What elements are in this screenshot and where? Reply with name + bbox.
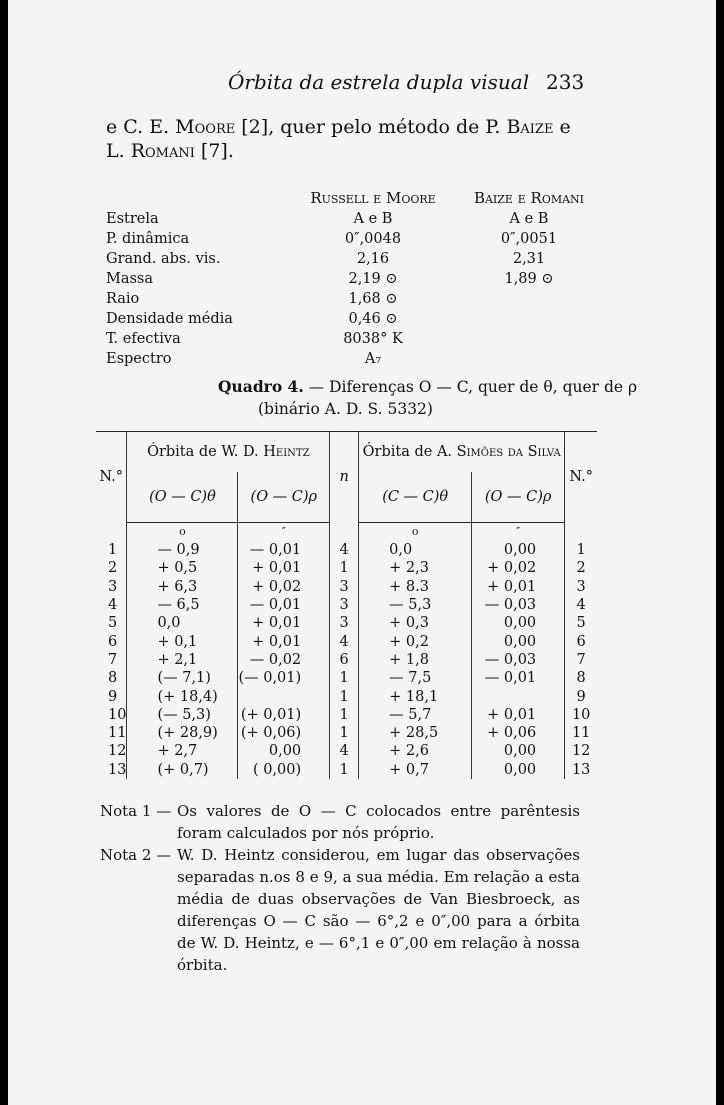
property-label: Raio	[106, 291, 140, 307]
property-v1: 2,16	[356, 251, 390, 267]
cell-h_t: — 0,9	[127, 541, 238, 559]
cell-s_r: 0,00	[472, 761, 565, 779]
property-row	[106, 349, 606, 369]
cell-n: 3	[330, 614, 359, 632]
cell-s_r: + 0,06	[472, 724, 565, 742]
cell-no: 4	[96, 596, 127, 614]
cell-s_t: + 0,7	[359, 761, 472, 779]
running-title: Órbita da estrela dupla visual	[228, 70, 530, 94]
cell-h_t: + 0,5	[127, 559, 238, 577]
cell-no: 13	[571, 761, 591, 778]
cell-no: 6	[96, 632, 127, 650]
unit-degrees-right: o	[359, 523, 472, 542]
cell-s_t: + 2,3	[359, 559, 472, 577]
cell-h_t: — 6,5	[127, 596, 238, 614]
cell-s_t: + 0,3	[359, 614, 472, 632]
property-label: Densidade média	[106, 311, 233, 327]
cell-n: 3	[330, 578, 359, 596]
property-v2: A e B	[509, 211, 549, 227]
cell-no: 12	[96, 742, 127, 760]
cell-no: 11	[96, 724, 127, 742]
property-v1: A₇	[364, 351, 382, 367]
note-2: Nota 2 — W. D. Heintz considerou, em lugar das observações separadas n.os 8 e 9, a sua média. Em relação a esta média de duas observações de Van Biesbroeck, as diferenças O — C são — 6°,2 e 0″,00 para a órbita de W. D. Heintz, e — 6°,1 e 0″,00 em relação à nossa órbita.	[100, 846, 580, 974]
cell-no: 13	[96, 761, 127, 779]
cell-h_r: — 0,02	[238, 651, 330, 669]
property-row	[106, 269, 606, 289]
cell-no: 3	[96, 578, 127, 596]
cell-no: 2	[96, 559, 127, 577]
cell-s_t: + 0,2	[359, 632, 472, 650]
property-label: Massa	[106, 271, 154, 287]
col-header-oc-theta: (O — C)θ	[127, 472, 238, 523]
cell-n: 3	[330, 596, 359, 614]
cell-no: 8	[576, 670, 586, 687]
cell-n: 4	[330, 541, 359, 559]
cell-n: 1	[330, 761, 359, 779]
intro-paragraph: e C. E. Moore [2], quer pelo método de P. Baize e L. Romani [7].	[106, 116, 571, 162]
property-v2	[452, 329, 606, 349]
cell-s_t: — 5,3	[359, 596, 472, 614]
cell-n: 1	[330, 687, 359, 705]
cell-no: 9	[96, 687, 127, 705]
cell-no: 4	[576, 597, 586, 614]
cell-n: 1	[330, 706, 359, 724]
cell-s_r: — 0,03	[472, 596, 565, 614]
cell-s_t: + 18,1	[359, 687, 472, 705]
cell-s_t: + 28,5	[359, 724, 472, 742]
col-header-n: n	[330, 432, 359, 523]
cell-s_t: — 7,5	[359, 669, 472, 687]
table-row	[96, 541, 597, 559]
unit-arcsec: ″	[238, 523, 330, 542]
property-v2	[452, 309, 606, 329]
cell-no: 1	[96, 541, 127, 559]
cell-no: 8	[96, 669, 127, 687]
property-label: T. efectiva	[106, 331, 181, 347]
cell-n: 6	[330, 651, 359, 669]
property-v2	[452, 289, 606, 309]
cell-h_r: ( 0,00)	[238, 761, 330, 779]
property-row	[106, 249, 606, 269]
table-row	[96, 687, 597, 705]
cell-no: 5	[576, 615, 586, 632]
cell-no: 7	[576, 651, 586, 668]
cell-no: 11	[571, 725, 591, 742]
table-row	[96, 578, 597, 596]
notes	[100, 800, 580, 976]
cell-s_t: + 1,8	[359, 651, 472, 669]
cell-h_t: (— 5,3)	[127, 706, 238, 724]
property-row	[106, 209, 606, 229]
cell-no: 5	[96, 614, 127, 632]
cell-h_r: (— 0,01)	[238, 669, 330, 687]
cell-h_r: + 0,01	[238, 614, 330, 632]
cell-h_t: + 2,1	[127, 651, 238, 669]
cell-no: 1	[576, 542, 586, 559]
property-v1: 0,46 ⊙	[348, 311, 398, 327]
cell-no: 10	[96, 706, 127, 724]
table-row	[96, 706, 597, 724]
cell-h_t: + 2,7	[127, 742, 238, 760]
cell-no: 10	[571, 706, 591, 723]
cell-h_r: + 0,01	[238, 632, 330, 650]
col-header-russell-moore: Russell e Moore	[310, 189, 436, 207]
cell-n: 4	[330, 632, 359, 650]
property-label: P. dinâmica	[106, 231, 190, 247]
cell-h_t: + 6,3	[127, 578, 238, 596]
cell-no: 7	[96, 651, 127, 669]
table-row	[96, 651, 597, 669]
col-header-oc-rho2: (O — C)ρ	[472, 472, 565, 523]
cell-h_r: + 0,02	[238, 578, 330, 596]
cell-s_r: 0,00	[472, 632, 565, 650]
table-caption: Quadro 4. — Diferenças O — C, quer de θ, quer de ρ (binário A. D. S. 5332)	[218, 377, 638, 418]
property-label: Grand. abs. vis.	[106, 251, 221, 267]
differences-table	[96, 431, 597, 779]
property-v2	[452, 349, 606, 369]
property-v1: 2,19 ⊙	[348, 271, 398, 287]
col-header-no: N.°	[96, 432, 127, 523]
cell-no: 2	[576, 560, 586, 577]
note-1: Nota 1 — Os valores de O — C colocados entre parêntesis foram calculados por nós próprio.	[100, 802, 580, 842]
cell-h_r: (+ 0,01)	[238, 706, 330, 724]
cell-s_t: + 2,6	[359, 742, 472, 760]
group-header-simoes: Órbita de A. Simões da Silva	[359, 432, 565, 473]
cell-n: 1	[330, 559, 359, 577]
group-header-heintz: Órbita de W. D. Heintz	[127, 432, 330, 473]
cell-s_t: + 8.3	[359, 578, 472, 596]
property-v1: A e B	[353, 211, 393, 227]
cell-h_r	[238, 687, 330, 705]
cell-h_r: — 0,01	[238, 541, 330, 559]
table-row	[96, 596, 597, 614]
property-v2: 2,31	[512, 251, 546, 267]
cell-h_r: + 0,01	[238, 559, 330, 577]
cell-no: 9	[576, 688, 586, 705]
property-v1: 1,68 ⊙	[348, 291, 398, 307]
cell-h_r: — 0,01	[238, 596, 330, 614]
cell-no: 12	[571, 743, 591, 760]
book-page	[8, 0, 716, 1105]
table-row	[96, 724, 597, 742]
table-row	[96, 742, 597, 760]
cell-s_r: 0,00	[472, 742, 565, 760]
cell-s_r: 0,00	[472, 614, 565, 632]
property-v2: 0″,0051	[500, 231, 558, 247]
cell-h_t: (+ 0,7)	[127, 761, 238, 779]
unit-arcsec-right: ″	[472, 523, 565, 542]
cell-n: 4	[330, 742, 359, 760]
property-label: Espectro	[106, 351, 172, 367]
cell-no: 3	[576, 578, 586, 595]
property-row	[106, 289, 606, 309]
cell-h_t: + 0,1	[127, 632, 238, 650]
unit-degrees: o	[127, 523, 238, 542]
cell-s_r: — 0,03	[472, 651, 565, 669]
property-label: Estrela	[106, 211, 159, 227]
cell-n: 1	[330, 669, 359, 687]
cell-s_t: — 5,7	[359, 706, 472, 724]
cell-h_r: 0,00	[238, 742, 330, 760]
cell-s_t: 0,0	[359, 541, 472, 559]
cell-h_t: 0,0	[127, 614, 238, 632]
col-header-baize-romani: Baize e Romani	[473, 189, 585, 207]
table-row	[96, 761, 597, 779]
col-header-cc-theta: (C — C)θ	[359, 472, 472, 523]
cell-h_t: (— 7,1)	[127, 669, 238, 687]
property-row	[106, 309, 606, 329]
table-row	[96, 559, 597, 577]
table-row	[96, 669, 597, 687]
cell-s_r: 0,00	[472, 541, 565, 559]
cell-s_r: + 0,01	[472, 706, 565, 724]
property-row	[106, 329, 606, 349]
page-number: 233	[546, 70, 585, 94]
cell-h_r: (+ 0,06)	[238, 724, 330, 742]
property-v1: 8038° K	[343, 331, 403, 347]
cell-no: 6	[576, 633, 586, 650]
cell-h_t: (+ 28,9)	[127, 724, 238, 742]
cell-s_r: + 0,01	[472, 578, 565, 596]
property-v1: 0″,0048	[344, 231, 402, 247]
star-properties-table	[106, 187, 606, 369]
cell-s_r: + 0,02	[472, 559, 565, 577]
cell-h_t: (+ 18,4)	[127, 687, 238, 705]
cell-s_r: — 0,01	[472, 669, 565, 687]
col-header-oc-rho: (O — C)ρ	[238, 472, 330, 523]
col-header-no-right: N.°	[565, 432, 598, 523]
property-row	[106, 229, 606, 249]
table-row	[96, 632, 597, 650]
property-v2: 1,89 ⊙	[504, 271, 554, 287]
table-row	[96, 614, 597, 632]
cell-n: 1	[330, 724, 359, 742]
cell-s_r	[472, 687, 565, 705]
